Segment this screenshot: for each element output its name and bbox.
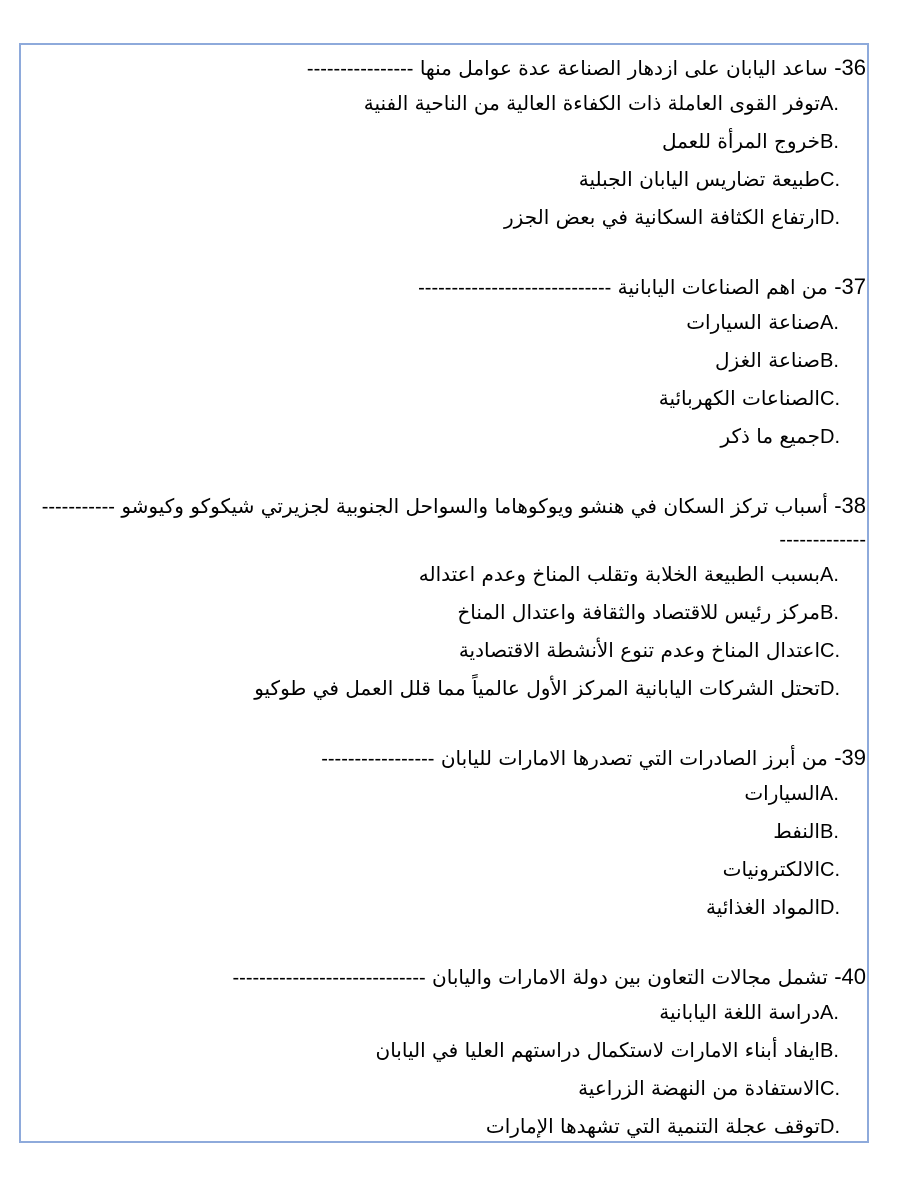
option-b [36,342,866,380]
option-text: الصناعات الكهربائية [658,386,820,410]
option-b [36,594,866,632]
option-text: الالكترونيات [722,857,820,881]
answer-blank: ---------------- [306,58,414,80]
option-d [36,199,866,237]
option-letter: D. [820,897,840,919]
question-37 [36,271,866,456]
question-text: من أبرز الصادرات التي تصدرها الامارات لليابان [440,746,828,770]
question-header [36,742,866,775]
option-d [36,670,866,708]
option-c [36,1070,866,1108]
question-header [36,52,866,85]
option-letter: A. [820,564,839,586]
question-38 [36,490,866,708]
option-text: خروج المرأة للعمل [661,129,820,153]
option-letter: B. [820,602,839,624]
option-letter: B. [820,1040,839,1062]
option-list [36,304,866,456]
question-header [36,490,866,556]
option-letter: B. [820,821,839,843]
option-letter: C. [820,169,840,191]
option-text: طبيعة تضاريس اليابان الجبلية [578,167,820,191]
option-letter: A. [820,93,839,115]
option-d [36,889,866,927]
answer-blank: ------------------------ [41,496,866,551]
option-text: ايفاد أبناء الامارات لاستكمال دراستهم العليا في اليابان [375,1038,820,1062]
question-list [36,52,866,1180]
question-header [36,271,866,304]
option-c [36,380,866,418]
option-text: توقف عجلة التنمية التي تشهدها الإمارات [485,1114,820,1138]
option-text: دراسة اللغة اليابانية [659,1000,820,1024]
question-40 [36,961,866,1146]
question-number: 39- [834,745,866,770]
option-letter: A. [820,783,839,805]
option-letter: D. [820,207,840,229]
option-letter: C. [820,1078,840,1100]
question-text: أسباب تركز السكان في هنشو ويوكوهاما والسواحل الجنوبية لجزيرتي شيكوكو وكيوشو [121,494,828,518]
option-text: الاستفادة من النهضة الزراعية [578,1076,820,1100]
question-number: 37- [834,274,866,299]
question-39 [36,742,866,927]
option-letter: B. [820,131,839,153]
question-number: 40- [834,964,866,989]
option-a [36,304,866,342]
option-list [36,556,866,708]
option-list [36,85,866,237]
question-36 [36,52,866,237]
option-text: المواد الغذائية [705,895,820,919]
option-b [36,123,866,161]
option-c [36,851,866,889]
option-text: تحتل الشركات اليابانية المركز الأول عالمياً مما قلل العمل في طوكيو [254,676,820,700]
option-list [36,775,866,927]
answer-blank: ----------------------------- [418,277,612,299]
answer-blank: ----------------- [321,748,435,770]
question-text: من اهم الصناعات اليابانية [617,275,828,299]
option-text: بسبب الطبيعة الخلابة وتقلب المناخ وعدم اعتداله [418,562,820,586]
option-text: توفر القوى العاملة ذات الكفاءة العالية من الناحية الفنية [363,91,820,115]
option-text: صناعة السيارات [686,310,820,334]
option-text: ارتفاع الكثافة السكانية في بعض الجزر [504,205,820,229]
option-letter: D. [820,678,840,700]
question-text: تشمل مجالات التعاون بين دولة الامارات واليابان [432,965,828,989]
question-number: 36- [834,55,866,80]
option-a [36,85,866,123]
option-letter: A. [820,312,839,334]
option-a [36,556,866,594]
option-b [36,1032,866,1070]
option-c [36,632,866,670]
option-a [36,994,866,1032]
option-d [36,418,866,456]
option-text: جميع ما ذكر [720,424,820,448]
question-number: 38- [834,493,866,518]
option-a [36,775,866,813]
option-letter: C. [820,859,840,881]
question-text: ساعد اليابان على ازدهار الصناعة عدة عوامل منها [419,56,828,80]
option-c [36,161,866,199]
option-letter: B. [820,350,839,372]
option-letter: C. [820,640,840,662]
option-text: مركز رئيس للاقتصاد والثقافة واعتدال المناخ [457,600,820,624]
option-text: صناعة الغزل [715,348,820,372]
option-letter: D. [820,426,840,448]
option-b [36,813,866,851]
option-text: اعتدال المناخ وعدم تنوع الأنشطة الاقتصادية [458,638,820,662]
question-header [36,961,866,994]
option-d [36,1108,866,1146]
option-letter: C. [820,388,840,410]
option-list [36,994,866,1146]
option-text: النفط [773,819,820,843]
option-letter: D. [820,1116,840,1138]
answer-blank: ----------------------------- [232,967,426,989]
option-letter: A. [820,1002,839,1024]
option-text: السيارات [744,781,820,805]
